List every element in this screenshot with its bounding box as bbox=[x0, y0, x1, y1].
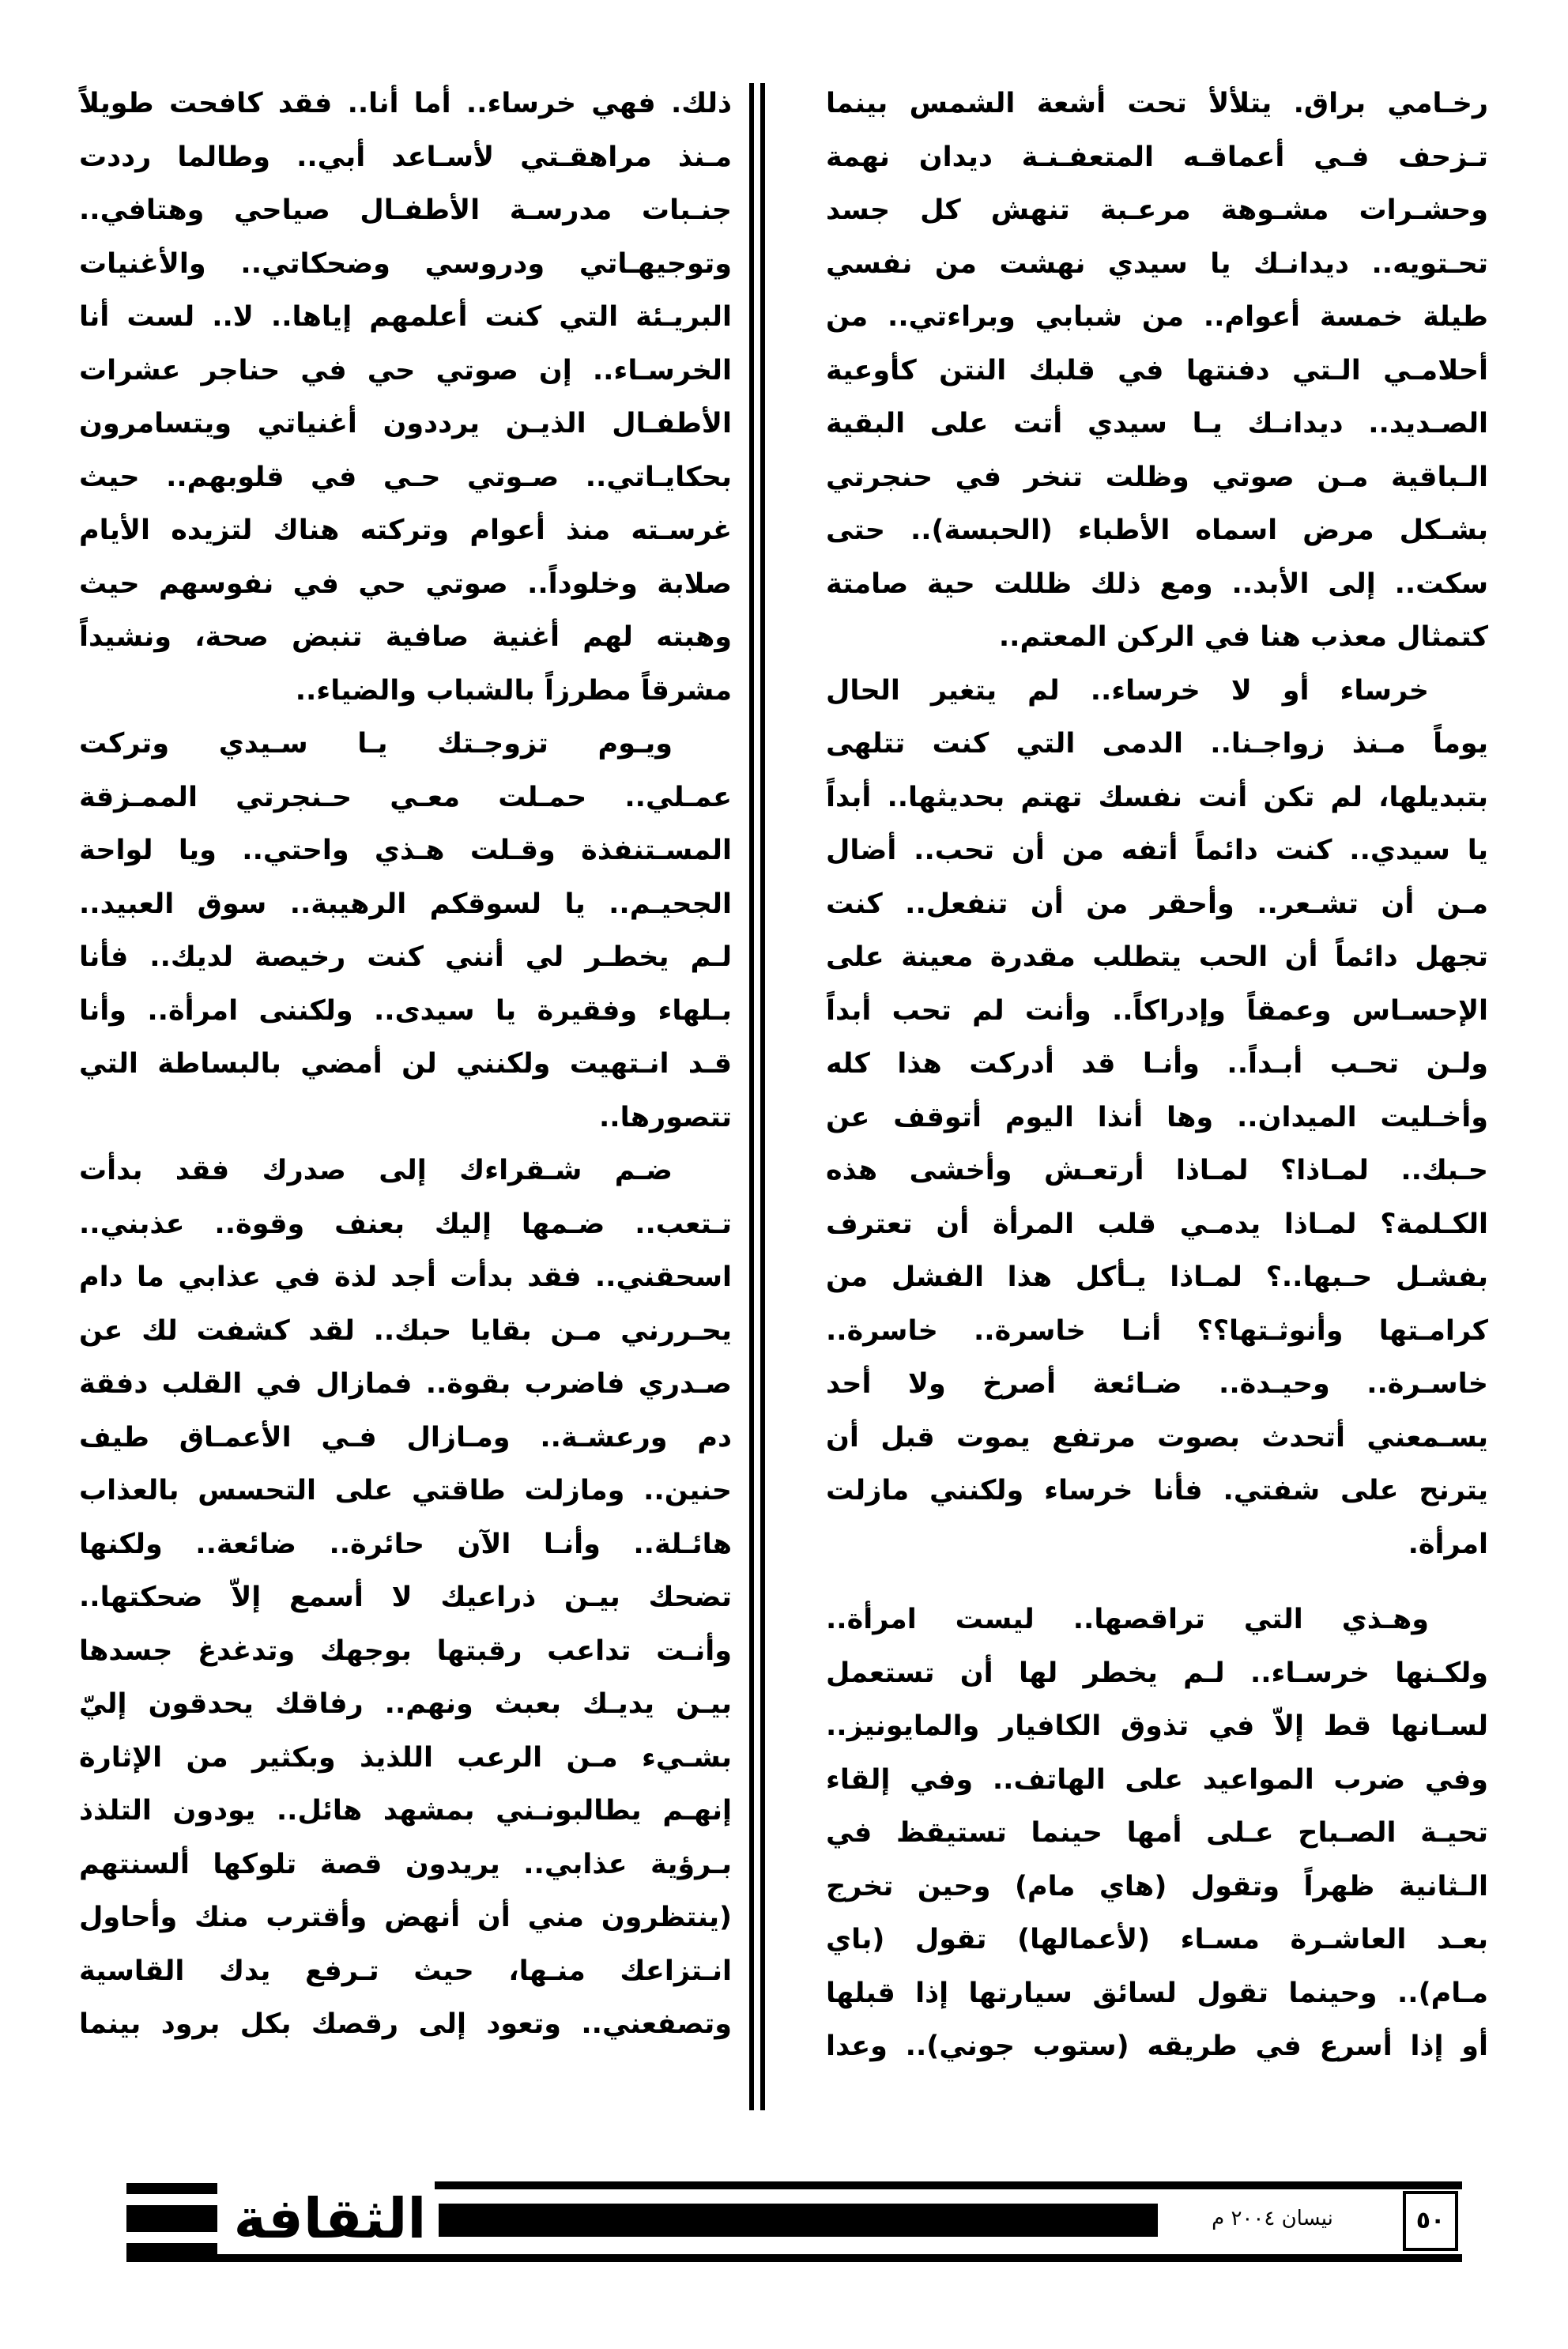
text-line: غرسـته منذ أعوام وتركته هناك لتزيده الأيام bbox=[79, 515, 732, 546]
text-line: مشرقاً مطرزاً بالشباب والضياء.. bbox=[295, 674, 732, 707]
text-line: وهـذي التي تراقصها.. ليست امرأة.. bbox=[826, 1604, 1429, 1635]
text-line: تـتعب.. ضـمها إليك بعنف وقوة.. عذبني.. bbox=[79, 1208, 732, 1240]
text-line: الجحيـم.. يا لسوقكم الرهيبة.. سوق العبيد.. bbox=[79, 888, 732, 920]
text-line: اسحقني.. فقد بدأت أجد لذة في عذابي ما دام bbox=[79, 1261, 732, 1293]
footer-thick-bar bbox=[439, 2204, 1158, 2237]
text-line: عمـلي.. حمـلت معـي حـنجرتي الممـزقة bbox=[79, 781, 732, 813]
text-line: تحـتويه.. ديدانـك يا سيدي نهشت من نفسي bbox=[826, 247, 1488, 280]
text-line: هائـلة.. وأنـا الآن حائرة.. ضائعة.. ولكنها bbox=[79, 1528, 732, 1560]
text-line: الخرسـاء.. إن صوتي حي في حناجر عشرات bbox=[79, 354, 732, 386]
text-line: الكـلمة؟ لمـاذا يدمـي قلب المرأة أن تعترف bbox=[826, 1208, 1488, 1240]
text-line: يسـمعني أتحدث بصوت مرتفع يموت قبل أن bbox=[826, 1421, 1488, 1454]
text-line: قـد انـتهيت ولكنني لن أمضي بالبساطة التي bbox=[79, 1048, 732, 1080]
footer-logo-bar bbox=[126, 2205, 217, 2232]
page-number: ٥٠ bbox=[1403, 2191, 1458, 2251]
text-line: حنين.. ومازلت طاقتي على التحسس بالعذاب bbox=[79, 1475, 732, 1506]
text-line: بشـكل مرض اسماه الأطباء (الحبسة).. حتى bbox=[826, 515, 1488, 546]
text-column-right bbox=[826, 77, 1488, 2074]
text-line: حـبك.. لمـاذا؟ لمـاذا أرتعـش وأخشى هذه bbox=[826, 1155, 1488, 1186]
paragraph-gap bbox=[826, 1571, 1488, 1593]
text-line: كتمثال معذب هنا في الركن المعتم.. bbox=[998, 621, 1488, 653]
footer-bottom-rule bbox=[126, 2254, 1462, 2262]
text-line: خاسـرة.. وحيـدة.. ضـائعة أصرخ ولا أحد bbox=[826, 1368, 1488, 1400]
text-line: لـم يخطـر لي أنني كنت رخيصة لديك.. فأنا bbox=[79, 941, 732, 973]
text-line: الإحسـاس وعمقاً وإدراكاً.. وأنت لم تحب أبداً bbox=[826, 994, 1488, 1027]
text-line: أحلامـي الـتي دفنتها في قلبك النتن كأوعية bbox=[826, 354, 1488, 386]
text-line: ولكـنها خرسـاء.. لـم يخطر لها أن تستعمل bbox=[826, 1657, 1488, 1689]
magazine-logo: الثقافة bbox=[233, 2186, 427, 2251]
text-line: بتبديلها، لم تكن أنت نفسك تهتم بحديثها.. أبداً bbox=[826, 781, 1488, 813]
text-line: ويـوم تزوجـتك يـا سـيدي وتركت bbox=[79, 728, 673, 760]
text-line: تحيـة الصـباح عـلى أمها حينما تستيقظ في bbox=[826, 1817, 1488, 1849]
text-line: مـنذ مراهقـتي لأسـاعد أبي.. وطالما رددت bbox=[79, 141, 732, 173]
text-line: وتوجيهـاتي ودروسي وضحكاتي.. والأغنيات bbox=[79, 247, 732, 280]
text-line: رخـامي براق. يتلألأ تحت أشعة الشمس بينما bbox=[826, 88, 1488, 119]
text-line: يوماً مـنذ زواجـنا.. الدمى التي كنت تتلهى bbox=[826, 728, 1488, 760]
text-line: مـام).. وحينما تقول لسائق سيارتها إذا قبلها bbox=[826, 1977, 1488, 2009]
text-line: وأخـليت الميدان.. وها أنذا اليوم أتوقف عن bbox=[826, 1101, 1488, 1133]
text-line: ذلك. فهي خرساء.. أما أنا.. فقد كافحت طويلاً bbox=[79, 88, 732, 119]
text-line: انـتزاعك منـها، حيث تـرفع يدك القاسية bbox=[79, 1955, 732, 1987]
issue-date: نيسان ٢٠٠٤ م bbox=[1212, 2207, 1333, 2230]
text-line: صلابة وخلوداً.. صوتي حي في نفوسهم حيث bbox=[79, 567, 732, 600]
text-line: بعـد العاشـرة مسـاء (لأعمالها) تقول (باي bbox=[826, 1924, 1488, 1955]
text-line: وفي ضرب المواعيد على الهاتف.. وفي إلقاء bbox=[826, 1763, 1488, 1796]
text-line: كرامـتها وأنوثـتها؟؟ أنـا خاسرة.. خاسرة.. bbox=[826, 1314, 1488, 1347]
text-line: وحشـرات مشـوهة مرعـبة تنهش كل جسد bbox=[826, 194, 1488, 226]
text-line: يحـررني مـن بقايا حبك.. لقد كشفت لك عن bbox=[79, 1314, 732, 1347]
footer-top-rule bbox=[435, 2181, 1462, 2189]
column-divider-line bbox=[760, 83, 765, 2110]
text-line: ضـم شـقراءك إلى صدرك فقد بدأت bbox=[79, 1155, 673, 1186]
text-line: (ينتظرون مني أن أنهض وأقترب منك وأحاول bbox=[79, 1902, 732, 1933]
text-line: تضحك بيـن ذراعيك لا أسمع إلاّ ضحكتها.. bbox=[79, 1582, 732, 1613]
text-line: تـزحف فـي أعماقـه المتعفـنـة ديدان نهمة bbox=[826, 141, 1488, 173]
text-line: إنهـم يطالبونـني بمشهد هائل.. يودون التلذذ bbox=[79, 1795, 732, 1827]
text-line: بـرؤية عذابي.. يريدون قصة تلوكها ألسنتهم bbox=[79, 1848, 732, 1880]
text-line: وتصفعني.. وتعود إلى رقصك بكل برود بينما bbox=[79, 2008, 732, 2040]
footer-logo-bar-top bbox=[126, 2183, 217, 2194]
text-line: بشـيء مـن الرعب اللذيذ وبكثير من الإثارة bbox=[79, 1741, 732, 1774]
text-line: دم ورعشـة.. ومـازال فـي الأعمـاق طيف bbox=[79, 1421, 732, 1454]
text-line: أو إذا أسرع في طريقه (ستوب جوني).. وعدا bbox=[826, 2030, 1488, 2062]
text-line: البريـئة التي كنت أعلمهم إياها.. لا.. لست أنا bbox=[79, 301, 732, 333]
text-line: امرأة. bbox=[1408, 1528, 1488, 1560]
text-line: الـثانية ظهراً وتقول (هاي مام) وحين تخرج bbox=[826, 1870, 1488, 1902]
text-line: ولـن تحـب أبـداً.. وأنـا قد أدركت هذا كله bbox=[826, 1048, 1488, 1080]
text-line: يترنح على شفتي. فأنا خرساء ولكنني مازلت bbox=[826, 1475, 1488, 1506]
text-line: مـن أن تشـعر.. وأحقر من أن تنفعل.. كنت bbox=[826, 888, 1488, 920]
text-line: صـدري فاضرب بقوة.. فمازال في القلب دفقة bbox=[79, 1368, 732, 1400]
text-line: بـلهاء وفقيرة يا سيدى.. ولكننى امرأة.. وأنا bbox=[79, 994, 732, 1027]
text-line: الصـديد.. ديدانـك يـا سيدي أتت على البقية bbox=[826, 408, 1488, 439]
text-column-left bbox=[79, 77, 732, 2052]
text-line: المسـتنفذة وقـلت هـذي واحتي.. ويا لواحة bbox=[79, 835, 732, 866]
text-line: يا سيدي.. كنت دائماً أتفه من أن تحب.. أضال bbox=[826, 835, 1488, 866]
text-line: طيلة خمسة أعوام.. من شبابي وبراءتي.. من bbox=[826, 301, 1488, 333]
column-divider-line bbox=[749, 83, 754, 2110]
text-line: بيـن يديـك بعبث ونهم.. رفاقك يحدقون إليّ bbox=[79, 1688, 732, 1720]
text-line: الأطفـال الذيـن يرددون أغنياتي ويتسامرون bbox=[79, 408, 732, 439]
text-line: سكت.. إلى الأبد.. ومع ذلك ظللت حية صامتة bbox=[826, 567, 1488, 600]
text-line: تجهل دائماً أن الحب يتطلب مقدرة معينة على bbox=[826, 941, 1488, 973]
text-line: وهبته لهم أغنية صافية تنبض صحة، ونشيداً bbox=[79, 621, 732, 653]
text-line: بفشـل حـبها..؟ لمـاذا يـأكل هذا الفشل من bbox=[826, 1261, 1488, 1293]
footer-logo-bar-bottom bbox=[126, 2243, 217, 2254]
text-line: جنـبات مدرسـة الأطفـال صياحي وهتافي.. bbox=[79, 194, 732, 226]
text-line: تتصورها.. bbox=[598, 1101, 732, 1133]
text-line: لسـانها قط إلاّ في تذوق الكافيار والمايونيز.. bbox=[826, 1710, 1488, 1742]
text-line: وأنـت تداعب رقبتها بوجهك وتدغدغ جسدها bbox=[79, 1634, 732, 1667]
text-line: بحكايـاتي.. صـوتي حـي في قلوبهم.. حيث bbox=[79, 461, 732, 493]
text-line: خرساء أو لا خرساء.. لم يتغير الحال bbox=[826, 674, 1429, 707]
text-line: الـباقية مـن صوتي وظلت تنخر في حنجرتي bbox=[826, 461, 1488, 493]
